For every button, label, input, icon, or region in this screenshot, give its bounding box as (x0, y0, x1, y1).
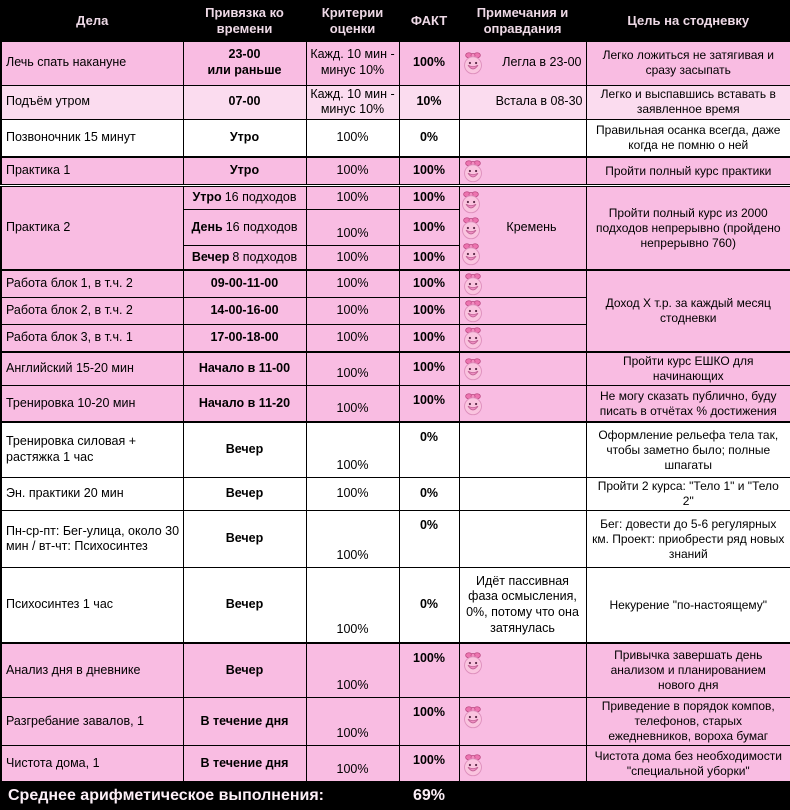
criteria-cell: 100% (306, 746, 399, 783)
goal-cell: Легко и выспавшись вставать в заявленное время (586, 85, 790, 119)
fact-cell: 100% (399, 746, 459, 783)
time-cell: Вечер (183, 511, 306, 568)
goal-cell: Пройти курс ЕШКО для начинающих (586, 352, 790, 386)
criteria-cell: Кажд. 10 мин - минус 10% (306, 85, 399, 119)
table-row-cleanliness (1, 746, 790, 783)
pig-smiley-icon (463, 326, 483, 350)
task-cell: Практика 2 (1, 186, 183, 270)
notes-cell (459, 698, 586, 746)
task-cell: Тренировка силовая + растяжка 1 час (1, 422, 183, 478)
pig-smiley-icon (463, 392, 483, 416)
time-cell: В течение дня (183, 746, 306, 783)
pig-smiley-icon (463, 159, 483, 183)
summary-label: Среднее арифметическое выполнения: (1, 783, 399, 809)
goal-cell: Некурение "по-настоящему" (586, 568, 790, 643)
time-cell: Утро (183, 119, 306, 157)
table-row-strength (1, 422, 790, 478)
table-row-wake (1, 85, 790, 119)
fact-cell: 0% (399, 511, 459, 568)
criteria-cell: 100% (306, 352, 399, 386)
notes-cell (459, 324, 586, 352)
criteria-cell: 100% (306, 386, 399, 422)
task-cell: Лечь спать накануне (1, 41, 183, 85)
time-cell: Вечер (183, 643, 306, 698)
fact-cell: 100% (399, 186, 459, 210)
criteria-cell: 100% (306, 270, 399, 298)
notes-cell: Встала в 08-30 (459, 85, 586, 119)
goal-cell: Пройти полный курс из 2000 подходов непрерывно (пройдено непрерывно 760) (586, 186, 790, 270)
task-cell: Работа блок 1, в т.ч. 2 (1, 270, 183, 298)
goal-cell: Приведение в порядок компов, телефонов, старых ежедневников, вороха бумаг (586, 698, 790, 746)
fact-cell: 0% (399, 478, 459, 511)
header-criteria: Критерии оценки (306, 1, 399, 41)
notes-cell (459, 511, 586, 568)
criteria-cell: 100% (306, 422, 399, 478)
time-cell: Утро (183, 157, 306, 186)
task-cell: Работа блок 2, в т.ч. 2 (1, 297, 183, 324)
goal-cell: Доход Х т.р. за каждый месяц стодневки (586, 270, 790, 352)
criteria-cell: 100% (306, 246, 399, 270)
fact-cell: 0% (399, 568, 459, 643)
task-cell: Разгребание завалов, 1 (1, 698, 183, 746)
task-cell: Практика 1 (1, 157, 183, 186)
task-cell: Пн-ср-пт: Бег-улица, около 30 мин / вт-чт: Психосинтез (1, 511, 183, 568)
pig-smiley-icon (461, 242, 481, 266)
table-row-english (1, 352, 790, 386)
pig-smiley-icon (461, 190, 481, 214)
task-cell: Анализ дня в дневнике (1, 643, 183, 698)
goal-cell: Бег: довести до 5-6 регулярных км. Проект: приобрести ряд новых знаний (586, 511, 790, 568)
header-time: Привязка ко времени (183, 1, 306, 41)
time-cell: 17-00-18-00 (183, 324, 306, 352)
table-row-practice1 (1, 157, 790, 186)
time-cell: В течение дня (183, 698, 306, 746)
goal-cell: Оформление рельефа тела так, чтобы заметно было; полные шпагаты (586, 422, 790, 478)
criteria-cell: 100% (306, 157, 399, 186)
fact-cell: 100% (399, 210, 459, 246)
task-cell: Работа блок 3, в т.ч. 1 (1, 324, 183, 352)
summary-spacer (459, 783, 790, 809)
criteria-cell: Кажд. 10 мин - минус 10% (306, 41, 399, 85)
table-row-declutter (1, 698, 790, 746)
fact-cell: 100% (399, 352, 459, 386)
task-cell: Тренировка 10-20 мин (1, 386, 183, 422)
time-cell: День 16 подходов (183, 210, 306, 246)
criteria-cell: 100% (306, 478, 399, 511)
fact-cell: 100% (399, 386, 459, 422)
criteria-cell: 100% (306, 119, 399, 157)
time-cell: 14-00-16-00 (183, 297, 306, 324)
fact-cell: 0% (399, 422, 459, 478)
task-cell: Психосинтез 1 час (1, 568, 183, 643)
pig-smiley-icon (463, 705, 483, 729)
goal-cell: Легко ложиться не затягивая и сразу засыпать (586, 41, 790, 85)
header-tasks: Дела (1, 1, 183, 41)
pig-smiley-icon (463, 753, 483, 777)
goal-cell: Правильная осанка всегда, даже когда не помню о ней (586, 119, 790, 157)
criteria-cell: 100% (306, 324, 399, 352)
time-cell: 07-00 (183, 85, 306, 119)
time-cell: Утро 16 подходов (183, 186, 306, 210)
criteria-cell: 100% (306, 643, 399, 698)
summary-value: 69% (399, 783, 459, 809)
notes-cell (459, 297, 586, 324)
notes-cell (459, 352, 586, 386)
time-cell: Начало в 11-00 (183, 352, 306, 386)
notes-cell (459, 422, 586, 478)
criteria-cell: 100% (306, 568, 399, 643)
fact-cell: 100% (399, 324, 459, 352)
pig-smiley-icon (463, 651, 483, 675)
time-cell: Вечер (183, 568, 306, 643)
table-row-training (1, 386, 790, 422)
notes-cell (459, 119, 586, 157)
table-row-spine (1, 119, 790, 157)
notes-cell (459, 386, 586, 422)
summary-row (1, 783, 790, 809)
table-row-work1 (1, 270, 790, 298)
fact-cell: 100% (399, 157, 459, 186)
goal-cell: Не могу сказать публично, буду писать в отчётах % достижения (586, 386, 790, 422)
notes-cell (459, 746, 586, 783)
pig-smiley-icon (463, 357, 483, 381)
pig-smiley-icon (463, 299, 483, 323)
task-cell: Подъём утром (1, 85, 183, 119)
criteria-cell: 100% (306, 186, 399, 210)
time-cell: 23-00 или раньше (183, 41, 306, 85)
table-header-row (1, 1, 790, 41)
time-cell: 09-00-11-00 (183, 270, 306, 298)
goal-cell: Чистота дома без необходимости "специальной уборки" (586, 746, 790, 783)
fact-cell: 100% (399, 698, 459, 746)
criteria-cell: 100% (306, 511, 399, 568)
header-goal: Цель на стодневку (586, 1, 790, 41)
table-row-practice2-morning (1, 186, 790, 210)
notes-cell: Кремень (459, 186, 586, 270)
time-cell: Вечер (183, 422, 306, 478)
table-row-sleep (1, 41, 790, 85)
pig-icon-stack (461, 190, 481, 266)
fact-cell: 100% (399, 41, 459, 85)
fact-cell: 100% (399, 246, 459, 270)
pig-smiley-icon (463, 272, 483, 296)
pig-smiley-icon (461, 216, 481, 240)
table-row-psychosynthesis (1, 568, 790, 643)
goal-cell: Пройти полный курс практики (586, 157, 790, 186)
fact-cell: 100% (399, 643, 459, 698)
notes-cell: Идёт пассивная фаза осмысления, 0%, потому что она затянулась (459, 568, 586, 643)
fact-cell: 100% (399, 270, 459, 298)
table-row-running (1, 511, 790, 568)
pig-smiley-icon (463, 51, 483, 75)
criteria-cell: 100% (306, 297, 399, 324)
fact-cell: 0% (399, 119, 459, 157)
goal-cell: Привычка завершать день анализом и планированием нового дня (586, 643, 790, 698)
goal-cell: Пройти 2 курса: "Тело 1" и "Тело 2" (586, 478, 790, 511)
header-fact: ФАКТ (399, 1, 459, 41)
task-cell: Эн. практики 20 мин (1, 478, 183, 511)
notes-cell (459, 478, 586, 511)
criteria-cell: 100% (306, 698, 399, 746)
notes-cell: Легла в 23-00 (459, 41, 586, 85)
time-cell: Вечер (183, 478, 306, 511)
notes-cell (459, 643, 586, 698)
table-row-diary (1, 643, 790, 698)
task-cell: Английский 15-20 мин (1, 352, 183, 386)
task-cell: Чистота дома, 1 (1, 746, 183, 783)
notes-cell (459, 270, 586, 298)
fact-cell: 100% (399, 297, 459, 324)
fact-cell: 10% (399, 85, 459, 119)
header-notes: Примечания и оправдания (459, 1, 586, 41)
criteria-cell: 100% (306, 210, 399, 246)
notes-cell (459, 157, 586, 186)
task-cell: Позвоночник 15 минут (1, 119, 183, 157)
table-row-energy-practice (1, 478, 790, 511)
time-cell: Вечер 8 подходов (183, 246, 306, 270)
time-cell: Начало в 11-20 (183, 386, 306, 422)
